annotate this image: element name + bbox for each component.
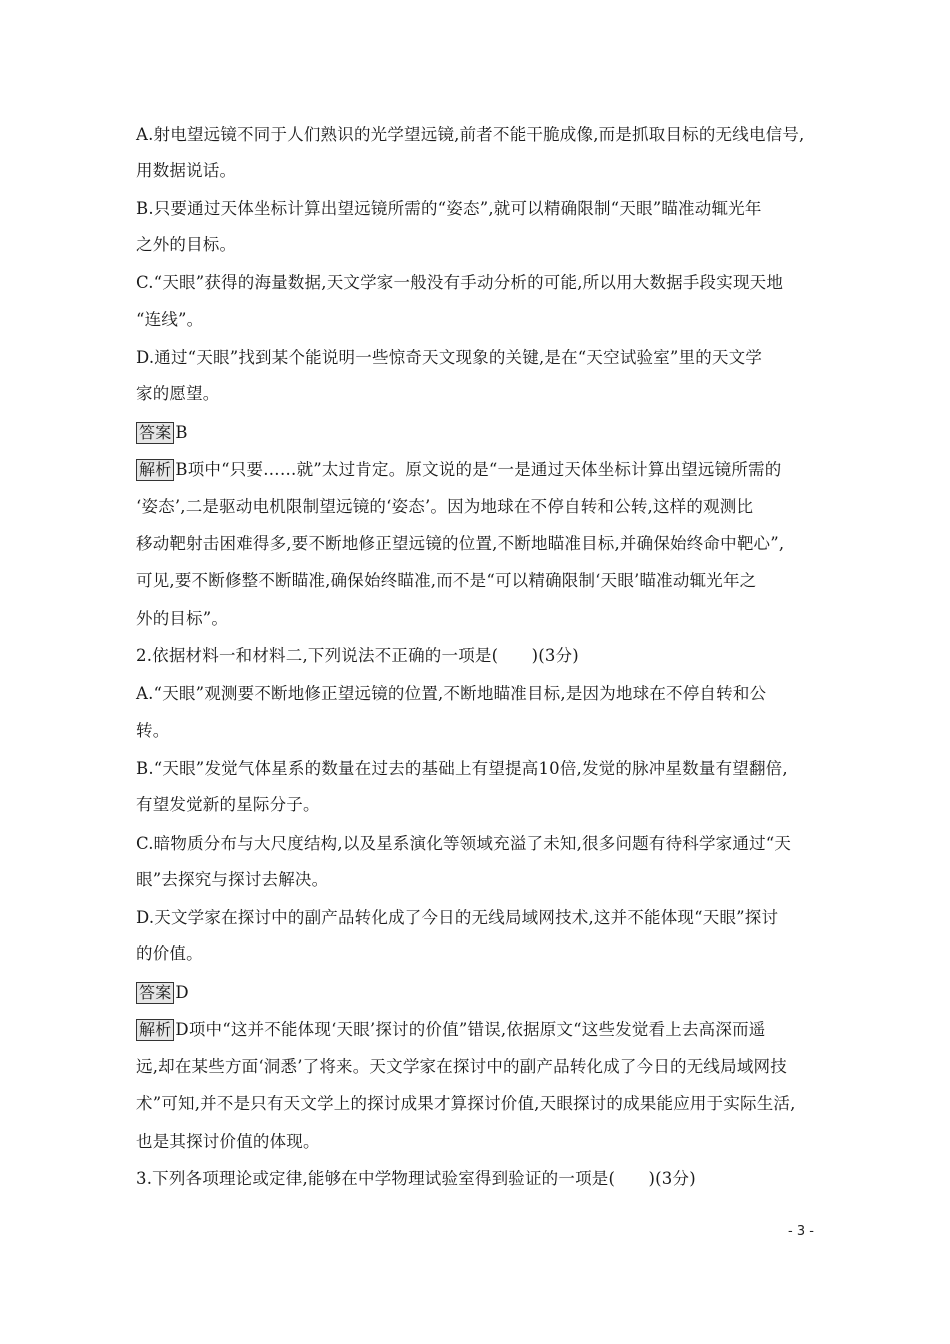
q1-option-d-line2: 家的愿望。 xyxy=(136,384,220,403)
q1-option-a-line2: 用数据说话。 xyxy=(136,161,237,180)
q2-option-c-line1: C.暗物质分布与大尺度结构,以及星系演化等领域充溢了未知,很多问题有待科学家通过“天 xyxy=(136,834,792,853)
q2-option-a-line2: 转。 xyxy=(136,721,170,740)
q1-analysis-line1 xyxy=(136,459,781,481)
q1-analysis-line3: 移动靶射击困难得多,要不断地修正望远镜的位置,不断地瞄准目标,并确保始终命中靶心”, xyxy=(136,534,785,553)
analysis-tag: 解析 xyxy=(136,459,174,481)
page-number: - 3 - xyxy=(788,1224,814,1239)
q2-analysis-line1 xyxy=(136,1019,765,1041)
q1-answer xyxy=(136,422,188,444)
q1-option-d-line1: D.通过“天眼”找到某个能说明一些惊奇天文现象的关键,是在“天空试验室”里的天文学 xyxy=(136,348,763,367)
answer-value: D xyxy=(175,983,189,1002)
q2-analysis-line3: 术”可知,并不是只有天文学上的探讨成果才算探讨价值,天眼探讨的成果能应用于实际生活, xyxy=(136,1094,796,1113)
answer-value: B xyxy=(175,423,188,442)
q2-option-b-line2: 有望发觉新的星际分子。 xyxy=(136,795,320,814)
q1-analysis-line2: ‘姿态’,二是驱动电机限制望远镜的‘姿态’。因为地球在不停自转和公转,这样的观测比 xyxy=(136,497,754,516)
q1-option-c-line2: “连线”。 xyxy=(136,310,204,329)
q1-option-b-line1: B.只要通过天体坐标计算出望远镜所需的“姿态”,就可以精确限制“天眼”瞄准动辄光年 xyxy=(136,199,762,218)
answer-tag: 答案 xyxy=(136,422,174,444)
analysis-text: B项中“只要……就”太过肯定。原文说的是“一是通过天体坐标计算出望远镜所需的 xyxy=(175,460,782,479)
q1-analysis-line5: 外的目标”。 xyxy=(136,609,229,628)
q3-stem: 3.下列各项理论或定律,能够在中学物理试验室得到验证的一项是( )(3分) xyxy=(136,1169,696,1188)
q2-analysis-line2: 远,却在某些方面‘洞悉’了将来。天文学家在探讨中的副产品转化成了今日的无线局域网技 xyxy=(136,1057,787,1076)
q2-analysis-line4: 也是其探讨价值的体现。 xyxy=(136,1132,320,1151)
analysis-tag: 解析 xyxy=(136,1019,174,1041)
q2-option-b-line1: B.“天眼”发觉气体星系的数量在过去的基础上有望提高10倍,发觉的脉冲星数量有望翻倍, xyxy=(136,759,788,778)
q2-option-d-line1: D.天文学家在探讨中的副产品转化成了今日的无线局域网技术,这并不能体现“天眼”探讨 xyxy=(136,908,779,927)
answer-tag: 答案 xyxy=(136,982,174,1004)
q2-option-a-line1: A.“天眼”观测要不断地修正望远镜的位置,不断地瞄准目标,是因为地球在不停自转和公 xyxy=(136,684,767,703)
q2-answer xyxy=(136,982,189,1004)
q2-option-d-line2: 的价值。 xyxy=(136,944,203,963)
q1-option-a-line1: A.射电望远镜不同于人们熟识的光学望远镜,前者不能干脆成像,而是抓取目标的无线电信号, xyxy=(136,125,805,144)
q1-option-c-line1: C.“天眼”获得的海量数据,天文学家一般没有手动分析的可能,所以用大数据手段实现天地 xyxy=(136,273,784,292)
q1-analysis-line4: 可见,要不断修整不断瞄准,确保始终瞄准,而不是“可以精确限制‘天眼’瞄准动辄光年之 xyxy=(136,571,757,590)
analysis-text: D项中“这并不能体现‘天眼’探讨的价值”错误,依据原文“这些发觉看上去高深而遥 xyxy=(175,1020,766,1039)
q2-option-c-line2: 眼”去探究与探讨去解决。 xyxy=(136,870,329,889)
q1-option-b-line2: 之外的目标。 xyxy=(136,235,237,254)
q2-stem: 2.依据材料一和材料二,下列说法不正确的一项是( )(3分) xyxy=(136,646,579,665)
